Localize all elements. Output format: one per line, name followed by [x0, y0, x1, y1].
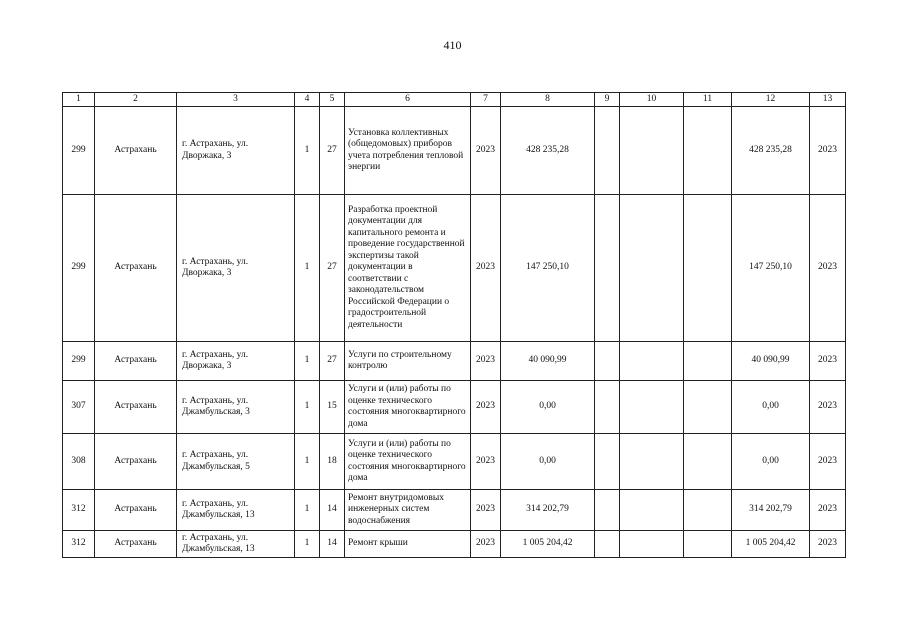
table-row — [63, 434, 846, 490]
end-year-cell: 2023 — [810, 490, 846, 531]
col11-cell — [684, 434, 732, 490]
col5-cell: 18 — [320, 434, 345, 490]
cost-cell: 314 202,79 — [501, 490, 595, 531]
city-cell: Астрахань — [95, 195, 177, 342]
table-row — [63, 195, 846, 342]
col5-cell: 14 — [320, 490, 345, 531]
year-cell: 2023 — [471, 381, 501, 434]
row-number-cell: 299 — [63, 195, 95, 342]
city-cell: Астрахань — [95, 434, 177, 490]
table-row — [63, 342, 846, 381]
column-header: 10 — [620, 93, 684, 107]
end-year-cell: 2023 — [810, 342, 846, 381]
row-number-cell: 307 — [63, 381, 95, 434]
cost-cell: 428 235,28 — [501, 107, 595, 195]
total-cell: 147 250,10 — [732, 195, 810, 342]
row-number-cell: 308 — [63, 434, 95, 490]
col11-cell — [684, 381, 732, 434]
col11-cell — [684, 195, 732, 342]
total-cell: 428 235,28 — [732, 107, 810, 195]
address-cell: г. Астрахань, ул. Джамбульская, 13 — [177, 490, 295, 531]
work-type-cell: Ремонт крыши — [345, 531, 471, 558]
col10-cell — [620, 381, 684, 434]
col11-cell — [684, 490, 732, 531]
work-type-cell: Услуги по строительному контролю — [345, 342, 471, 381]
col9-cell — [595, 531, 620, 558]
col11-cell — [684, 107, 732, 195]
col9-cell — [595, 381, 620, 434]
column-header: 4 — [295, 93, 320, 107]
work-type-cell: Ремонт внутридомовых инженерных систем водоснабжения — [345, 490, 471, 531]
repair-registry-table — [62, 92, 846, 558]
end-year-cell: 2023 — [810, 107, 846, 195]
end-year-cell: 2023 — [810, 531, 846, 558]
cost-cell: 147 250,10 — [501, 195, 595, 342]
col5-cell: 27 — [320, 342, 345, 381]
year-cell: 2023 — [471, 342, 501, 381]
col4-cell: 1 — [295, 434, 320, 490]
address-cell: г. Астрахань, ул. Дворжака, 3 — [177, 195, 295, 342]
column-number-row — [63, 93, 846, 107]
year-cell: 2023 — [471, 490, 501, 531]
city-cell: Астрахань — [95, 531, 177, 558]
col5-cell: 27 — [320, 107, 345, 195]
cost-cell: 0,00 — [501, 434, 595, 490]
total-cell: 0,00 — [732, 381, 810, 434]
column-header: 2 — [95, 93, 177, 107]
col5-cell: 15 — [320, 381, 345, 434]
work-type-cell: Разработка проектной документации для капитального ремонта и проведение государственной экспертизы такой документации в соответствии с законодательством Российской Федерации о градостроительной деятельности — [345, 195, 471, 342]
col9-cell — [595, 342, 620, 381]
work-type-cell: Услуги и (или) работы по оценке технического состояния многоквартирного дома — [345, 381, 471, 434]
col5-cell: 27 — [320, 195, 345, 342]
col4-cell: 1 — [295, 195, 320, 342]
row-number-cell: 299 — [63, 342, 95, 381]
city-cell: Астрахань — [95, 342, 177, 381]
year-cell: 2023 — [471, 107, 501, 195]
total-cell: 1 005 204,42 — [732, 531, 810, 558]
address-cell: г. Астрахань, ул. Дворжака, 3 — [177, 107, 295, 195]
col10-cell — [620, 490, 684, 531]
end-year-cell: 2023 — [810, 381, 846, 434]
table-row — [63, 381, 846, 434]
address-cell: г. Астрахань, ул. Дворжака, 3 — [177, 342, 295, 381]
col10-cell — [620, 531, 684, 558]
address-cell: г. Астрахань, ул. Джамбульская, 3 — [177, 381, 295, 434]
col4-cell: 1 — [295, 381, 320, 434]
col11-cell — [684, 342, 732, 381]
total-cell: 0,00 — [732, 434, 810, 490]
end-year-cell: 2023 — [810, 434, 846, 490]
total-cell: 314 202,79 — [732, 490, 810, 531]
table-row — [63, 107, 846, 195]
col10-cell — [620, 434, 684, 490]
work-type-cell: Услуги и (или) работы по оценке технического состояния многоквартирного дома — [345, 434, 471, 490]
year-cell: 2023 — [471, 434, 501, 490]
page-number: 410 — [443, 38, 462, 52]
column-header: 1 — [63, 93, 95, 107]
col4-cell: 1 — [295, 531, 320, 558]
address-cell: г. Астрахань, ул. Джамбульская, 13 — [177, 531, 295, 558]
column-header: 5 — [320, 93, 345, 107]
column-header: 9 — [595, 93, 620, 107]
cost-cell: 0,00 — [501, 381, 595, 434]
table-row — [63, 490, 846, 531]
col11-cell — [684, 531, 732, 558]
col10-cell — [620, 107, 684, 195]
city-cell: Астрахань — [95, 107, 177, 195]
col4-cell: 1 — [295, 490, 320, 531]
column-header: 3 — [177, 93, 295, 107]
row-number-cell: 312 — [63, 531, 95, 558]
col4-cell: 1 — [295, 342, 320, 381]
col9-cell — [595, 434, 620, 490]
col9-cell — [595, 195, 620, 342]
col9-cell — [595, 107, 620, 195]
city-cell: Астрахань — [95, 381, 177, 434]
column-header: 13 — [810, 93, 846, 107]
col10-cell — [620, 342, 684, 381]
row-number-cell: 312 — [63, 490, 95, 531]
col5-cell: 14 — [320, 531, 345, 558]
total-cell: 40 090,99 — [732, 342, 810, 381]
cost-cell: 1 005 204,42 — [501, 531, 595, 558]
row-number-cell: 299 — [63, 107, 95, 195]
year-cell: 2023 — [471, 531, 501, 558]
table-row — [63, 531, 846, 558]
column-header: 11 — [684, 93, 732, 107]
column-header: 7 — [471, 93, 501, 107]
end-year-cell: 2023 — [810, 195, 846, 342]
address-cell: г. Астрахань, ул. Джамбульская, 5 — [177, 434, 295, 490]
cost-cell: 40 090,99 — [501, 342, 595, 381]
col10-cell — [620, 195, 684, 342]
city-cell: Астрахань — [95, 490, 177, 531]
work-type-cell: Установка коллективных (общедомовых) приборов учета потребления тепловой энергии — [345, 107, 471, 195]
col9-cell — [595, 490, 620, 531]
column-header: 12 — [732, 93, 810, 107]
col4-cell: 1 — [295, 107, 320, 195]
column-header: 8 — [501, 93, 595, 107]
column-header: 6 — [345, 93, 471, 107]
year-cell: 2023 — [471, 195, 501, 342]
